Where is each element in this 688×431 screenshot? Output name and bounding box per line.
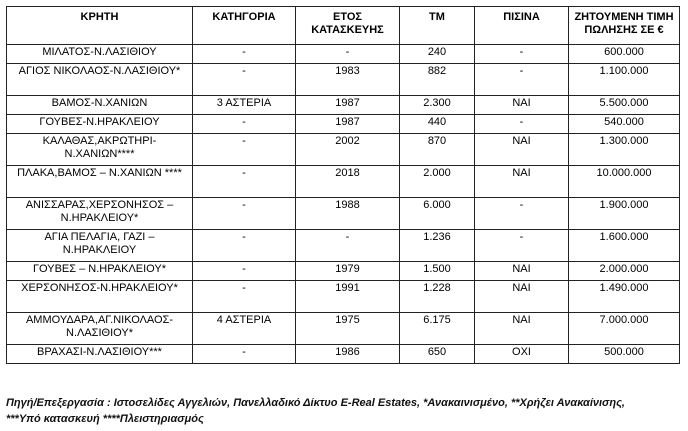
table-row [7,262,680,281]
cell-location: ΑΜΜΟΥΔΑΡΑ,ΑΓ.ΝΙΚΟΛΑΟΣ-Ν.ΛΑΣΙΘΙΟΥ* [7,313,193,345]
cell-location: ΒΑΜΟΣ-Ν.ΧΑΝΙΩΝ [7,96,193,115]
table-row [7,96,680,115]
cell-price: 10.000.000 [569,166,680,198]
footnote-line-2: ***Υπό κατασκευή ****Πλειστηριασμός [6,413,204,425]
cell-year: - [296,45,400,64]
table-header-row [7,7,680,45]
cell-year: - [296,230,400,262]
header-square-meters: ΤΜ [400,7,475,45]
table-row [7,281,680,313]
cell-price: 2.000.000 [569,262,680,281]
cell-location: ΒΡΑΧΑΣΙ-Ν.ΛΑΣΙΘΙΟΥ*** [7,345,193,364]
cell-price: 1.100.000 [569,64,680,96]
cell-price: 540.000 [569,115,680,134]
cell-sqm: 1.236 [400,230,475,262]
table-row [7,313,680,345]
source-footnote [6,395,682,427]
cell-year: 2018 [296,166,400,198]
cell-category: - [193,64,296,96]
cell-sqm: 2.000 [400,166,475,198]
cell-pool: ΟΧΙ [475,345,569,364]
cell-category: - [193,166,296,198]
header-category: ΚΑΤΗΓΟΡΙΑ [193,7,296,45]
cell-year: 2002 [296,134,400,166]
table-row [7,134,680,166]
cell-price: 1.300.000 [569,134,680,166]
cell-category: - [193,345,296,364]
cell-year: 1979 [296,262,400,281]
cell-category: - [193,262,296,281]
cell-year: 1988 [296,198,400,230]
cell-year: 1975 [296,313,400,345]
cell-price: 7.000.000 [569,313,680,345]
cell-location: ΠΛΑΚΑ,ΒΑΜΟΣ – Ν.ΧΑΝΙΩΝ **** [7,166,193,198]
cell-location: ΓΟΥΒΕΣ-Ν.ΗΡΑΚΛΕΙΟΥ [7,115,193,134]
table-row [7,230,680,262]
cell-location: ΑΝΙΣΣΑΡΑΣ,ΧΕΡΣΟΝΗΣΟΣ – Ν.ΗΡΑΚΛΕΙΟΥ* [7,198,193,230]
cell-price: 600.000 [569,45,680,64]
property-listing-table [6,6,680,364]
table-row [7,345,680,364]
cell-category: 3 ΑΣΤΕΡΙΑ [193,96,296,115]
cell-sqm: 440 [400,115,475,134]
cell-sqm: 1.500 [400,262,475,281]
cell-location: ΓΟΥΒΕΣ – Ν.ΗΡΑΚΛΕΙΟΥ* [7,262,193,281]
cell-pool: ΝΑΙ [475,166,569,198]
cell-pool: - [475,198,569,230]
cell-pool: ΝΑΙ [475,313,569,345]
table-row [7,198,680,230]
cell-location: ΧΕΡΣΟΝΗΣΟΣ-Ν.ΗΡΑΚΛΕΙΟΥ* [7,281,193,313]
header-asking-price: ΖΗΤΟΥΜΕΝΗ ΤΙΜΗ ΠΩΛΗΣΗΣ ΣΕ € [569,7,680,45]
cell-category: - [193,230,296,262]
cell-price: 500.000 [569,345,680,364]
cell-location: ΜΙΛΑΤΟΣ-Ν.ΛΑΣΙΘΙΟΥ [7,45,193,64]
cell-pool: - [475,115,569,134]
cell-sqm: 240 [400,45,475,64]
table-row [7,45,680,64]
cell-sqm: 2.300 [400,96,475,115]
header-construction-year: ΕΤΟΣ ΚΑΤΑΣΚΕΥΗΣ [296,7,400,45]
cell-year: 1991 [296,281,400,313]
cell-sqm: 6.175 [400,313,475,345]
cell-pool: ΝΑΙ [475,262,569,281]
cell-pool: - [475,45,569,64]
cell-category: - [193,115,296,134]
cell-category: - [193,281,296,313]
cell-sqm: 870 [400,134,475,166]
cell-price: 1.600.000 [569,230,680,262]
footnote-line-1: Πηγή/Επεξεργασία : Ιστοσελίδες Αγγελιών, Πανελλαδικό Δίκτυο E-Real Estates, *Ανακαινισμένο, **Χρήζει Ανακαίνισης, [6,397,625,409]
table-row [7,166,680,198]
cell-year: 1987 [296,115,400,134]
cell-category: - [193,198,296,230]
header-pool: ΠΙΣΙΝΑ [475,7,569,45]
cell-price: 1.490.000 [569,281,680,313]
cell-sqm: 1.228 [400,281,475,313]
cell-pool: ΝΑΙ [475,96,569,115]
cell-location: ΚΑΛΑΘΑΣ,ΑΚΡΩΤΗΡΙ-Ν.ΧΑΝΙΩΝ**** [7,134,193,166]
cell-pool: - [475,64,569,96]
cell-location: ΑΓΙΑ ΠΕΛΑΓΙΑ, ΓΑΖΙ – Ν.ΗΡΑΚΛΕΙΟΥ [7,230,193,262]
cell-sqm: 882 [400,64,475,96]
cell-sqm: 650 [400,345,475,364]
cell-pool: ΝΑΙ [475,281,569,313]
cell-category: 4 ΑΣΤΕΡΙΑ [193,313,296,345]
header-region: ΚΡΗΤΗ [7,7,193,45]
cell-sqm: 6.000 [400,198,475,230]
cell-location: ΑΓΙΟΣ ΝΙΚΟΛΑΟΣ-Ν.ΛΑΣΙΘΙΟΥ* [7,64,193,96]
cell-year: 1983 [296,64,400,96]
cell-year: 1986 [296,345,400,364]
table-row [7,115,680,134]
cell-pool: ΝΑΙ [475,134,569,166]
table-row [7,64,680,96]
cell-category: - [193,45,296,64]
cell-year: 1987 [296,96,400,115]
cell-price: 1.900.000 [569,198,680,230]
cell-price: 5.500.000 [569,96,680,115]
cell-category: - [193,134,296,166]
cell-pool: - [475,230,569,262]
